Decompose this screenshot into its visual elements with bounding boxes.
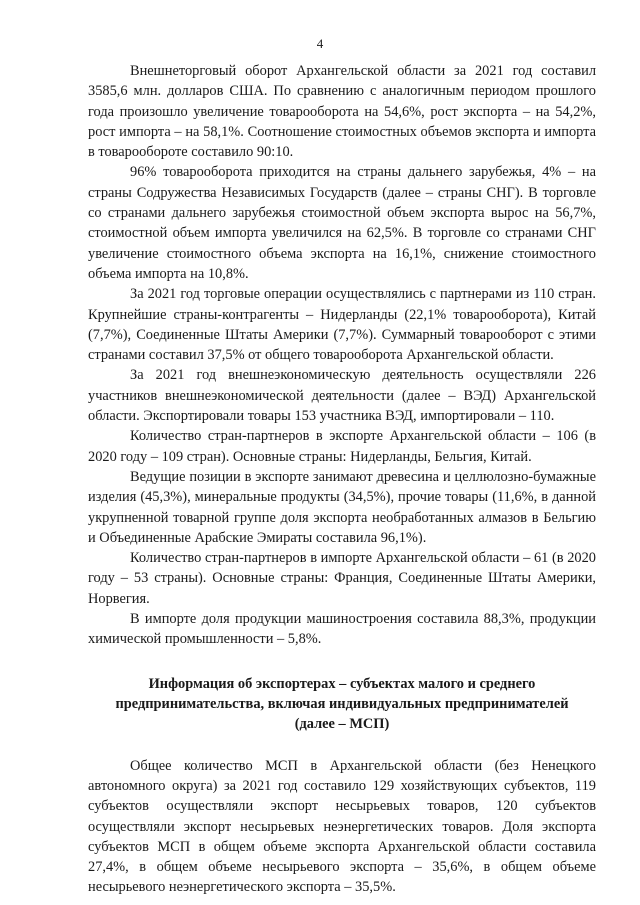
- paragraph-trade-turnover: Внешнеторговый оборот Архангельской области за 2021 год составил 3585,6 млн. долларов США. По сравнению с аналогичным периодом прошлого года произошло увеличение товарооборота на 54,6%, рост экспорта – на 54,2%, рост импорта – на 58,1%. Соотношение стоимостных объемов экспорта и импорта в товарообороте составило 90:10.: [88, 63, 596, 161]
- paragraph-import-partners: Количество стран-партнеров в импорте Архангельской области – 61 (в 2020 году – 53 страны). Основные страны: Франция, Соединенные Штаты Америки, Норвегия.: [88, 550, 596, 607]
- paragraph-ved-participants: За 2021 год внешнеэкономическую деятельность осуществляли 226 участников внешнеэкономической деятельности (далее – ВЭД) Архангельской области. Экспортировали товары 153 участника ВЭД, импортировали – 110.: [88, 367, 596, 425]
- paragraph-export-structure: Ведущие позиции в экспорте занимают древесина и целлюлозно-бумажные изделия (45,3%), минеральные продукты (34,5%), прочие товары (11,6%, в данной укрупненной товарной группе доля экспорта необработанных алмазов в Бельгию и Объединенные Арабские Эмираты составила 96,1%).: [88, 468, 596, 546]
- section-heading: [88, 674, 596, 734]
- document-body: [88, 61, 596, 898]
- section-heading-line-1: Информация об экспортерах – субъектах малого и среднего: [148, 675, 536, 692]
- paragraph-import-structure: В импорте доля продукции машиностроения составила 88,3%, продукции химической промышленности – 5,8%.: [88, 611, 596, 648]
- paragraph-export-partners: Количество стран-партнеров в экспорте Архангельской области – 106 (в 2020 году – 109 стран). Основные страны: Нидерланды, Бельгия, Китай.: [88, 428, 596, 465]
- section-heading-line-3: (далее – МСП): [294, 715, 390, 732]
- paragraph-trade-geography: 96% товарооборота приходится на страны дальнего зарубежья, 4% – на страны Содружества Независимых Государств (далее – страны СНГ). В торговле со странами дальнего зарубежья стоимостной объем экспорта вырос на 56,7%, стоимостной объем импорта увеличился на 62,5%. В торговле со странами СНГ увеличение стоимостного объема экспорта на 16,1%, снижение стоимостного объема импорта на 10,8%.: [88, 164, 596, 282]
- section-heading-line-2: предпринимательства, включая индивидуальных предпринимателей: [115, 695, 569, 712]
- paragraph-sme-exporters: Общее количество МСП в Архангельской области (без Ненецкого автономного округа) за 2021 год составило 129 хозяйствующих субъектов, 119 субъектов осуществляли экспорт несырьевых товаров, 120 субъектов осуществляли экспорт несырьевых неэнергетических товаров. Доля экспорта субъектов МСП в общем объеме экспорта Архангельской области составила 27,4%, в общем объеме несырьевого экспорта – 35,6%, в общем объеме несырьевого неэнергетического экспорта – 35,5%.: [88, 757, 596, 896]
- paragraph-partner-countries: За 2021 год торговые операции осуществлялись с партнерами из 110 стран. Крупнейшие страны-контрагенты – Нидерланды (22,1% товарооборота), Китай (7,7%), Соединенные Штаты Америки (7,7%). Суммарный товарооборот с этими странами составил 37,5% от общего товарооборота Архангельской области.: [88, 286, 596, 364]
- page-number: 4: [316, 36, 324, 51]
